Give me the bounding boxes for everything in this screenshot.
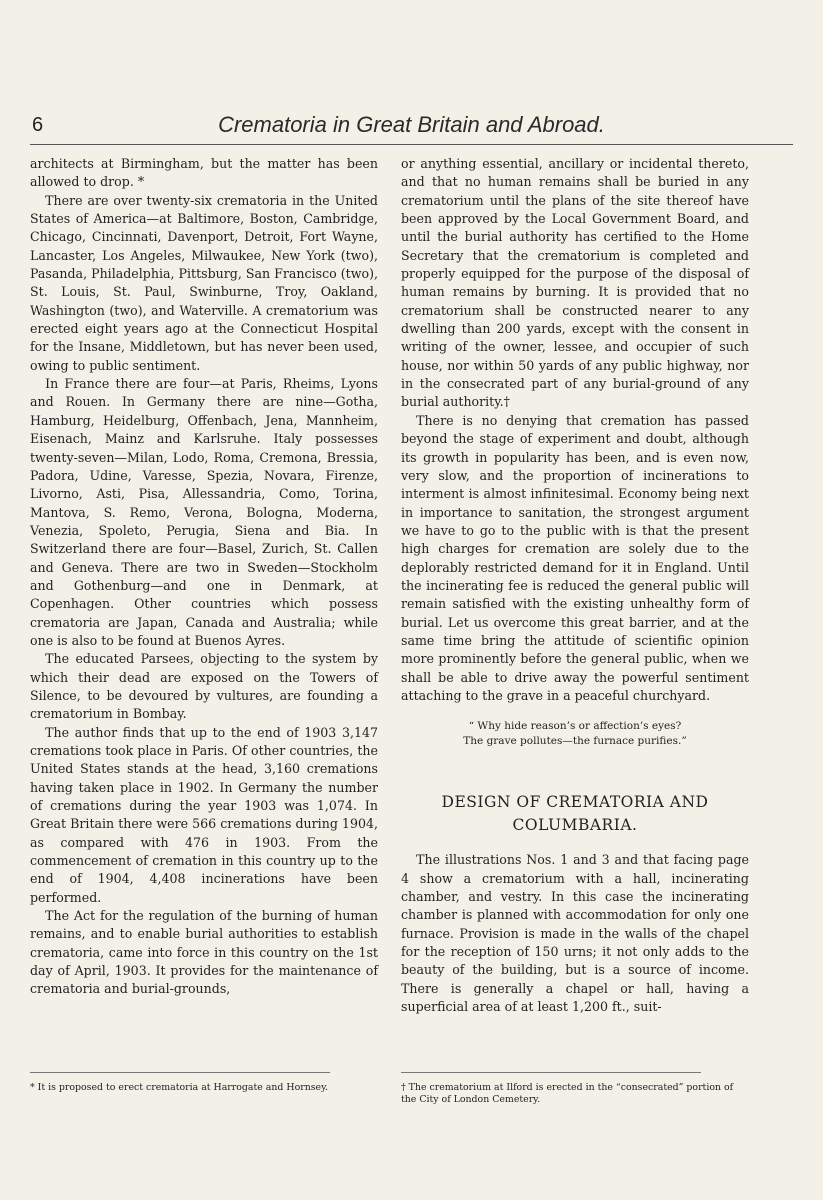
paragraph: The illustrations Nos. 1 and 3 and that facing page 4 show a crematorium with a hall, incinerating chamber, and vestry. In this case the incinerating chamber is planned with accommodation for only one furnace. Provision is made in the walls of the chapel for the reception of 150 urns; it not only adds to the beauty of the building, but is a source of income. There is generally a chapel or hall, having a superficial area of at least 1,200 ft., suit- [401, 852, 749, 1015]
footnote-rule [30, 1072, 330, 1073]
paragraph: or anything essential, ancillary or incidental thereto, and that no human remains shall be buried in any crematorium until the plans of the site thereof have been approved by the Local Government Board, and until the burial authority has certified to the Home Secretary that the crematorium is completed and properly equipped for the purpose of the disposal of human remains by burning. It is provided that no crematorium shall be constructed nearer to any dwelling than 200 yards, except with the consent in writing of the owner, lessee, and occupier of such house, nor within 50 yards of any public highway, nor in the consecrated part of any burial-ground of any burial authority.† [401, 156, 749, 410]
paragraph: In France there are four—at Paris, Rheims, Lyons and Rouen. In Germany there are nine—Gotha, Hamburg, Heidelburg, Offenbach, Jena, Mannheim, Eisenach, Mainz and Karlsruhe. Italy possesses twenty-seven—Milan, Lodo, Roma, Cremona, Bressia, Padora, Udine, Varesse, Spezia, Novara, Firenze, Livorno, Asti, Pisa, Allessandria, Como, Torina, Mantova, S. Remo, Verona, Bologna, Moderna, Venezia, Spoleto, Perugia, Siena and Bia. In Switzerland there are four—Basel, Zurich, St. Callen and Geneva. There are two in Sweden—Stockholm and Gothenburg—and one in Denmark, at Copenhagen. Other countries which possess crematoria are Japan, Canada and Australia; while one is also to be found at Buenos Ayres. [30, 376, 378, 648]
paragraph: There are over twenty-six crematoria in the United States of America—at Baltimore, Boston, Cambridge, Chicago, Cincinnati, Davenport, Detroit, Fort Wayne, Lancaster, Los Angeles, Milwaukee, New York (two), Pasanda, Philadelphia, Pittsburg, San Francisco (two), St. Louis, St. Paul, Swinburne, Troy, Oakland, Washington (two), and Waterville. A crematorium was erected eight years ago at the Connecticut Hospital for the Insane, Middletown, but has never been used, owing to public sentiment. [30, 192, 378, 373]
footnote-left: * It is proposed to erect crematoria at Harrogate and Hornsey. [30, 1082, 329, 1093]
paragraph: There is no denying that cremation has passed beyond the stage of experiment and doubt, although its growth in popularity has been, and is even now, very slow, and the proportion of incinerations to interment is almost infinitesimal. Economy being next in importance to sanitation, the strongest argument we have to go to the public with is that the present high charges for cremation are solely due to the deplorably restricted demand for it in England. Until the incinerating fee is reduced the general public will remain satisfied with the existing unhealthy form of burial. Let us overcome this great barrier, and at the same time bring the attitude of scientific opinion more prominently before the general public, when we shall be able to drive away the powerful sentiment attaching to the grave in a peaceful churchyard. [401, 412, 749, 703]
paragraph: The author finds that up to the end of 1903 3,147 cremations took place in Paris. Of other countries, the United States stands at the head, 3,160 cremations having taken place in 1902. In Germany the number of cremations during the year 1903 was 1,074. In Great Britain there were 566 cremations during 1904, as compared with 476 in 1903. From the commencement of cremation in this country up to the end of 1904, 4,408 incinerations have been performed. [30, 724, 378, 905]
heading-line: COLUMBARIA. [512, 816, 638, 835]
heading-line: DESIGN OF CREMATORIA AND [441, 793, 709, 812]
epigraph-quote [401, 719, 749, 749]
page-number: 6 [32, 114, 44, 136]
left-column [30, 155, 378, 999]
quote-line: The grave pollutes—the furnace purifies.” [463, 735, 687, 748]
paragraph: architects at Birmingham, but the matter has been allowed to drop. * [30, 156, 378, 190]
footnote-rule [401, 1072, 701, 1073]
running-title: Crematoria in Great Britain and Abroad. [218, 112, 605, 137]
right-column [401, 155, 749, 1016]
paragraph: The Act for the regulation of the burning of human remains, and to enable burial authorities to establish crematoria, came into force in this country on the 1st day of April, 1903. It provides for the maintenance of crematoria and burial-grounds, [30, 908, 378, 997]
quote-line: “ Why hide reason’s or affection’s eyes? [468, 720, 682, 733]
footnote-right: † The crematorium at Ilford is erected in the “consecrated” portion of the City of London Cemetery. [401, 1082, 734, 1105]
paragraph: The educated Parsees, objecting to the system by which their dead are exposed on the Towers of Silence, to be devoured by vultures, are founding a crematorium in Bombay. [30, 651, 378, 722]
section-heading [401, 791, 749, 837]
page-header [30, 112, 793, 145]
